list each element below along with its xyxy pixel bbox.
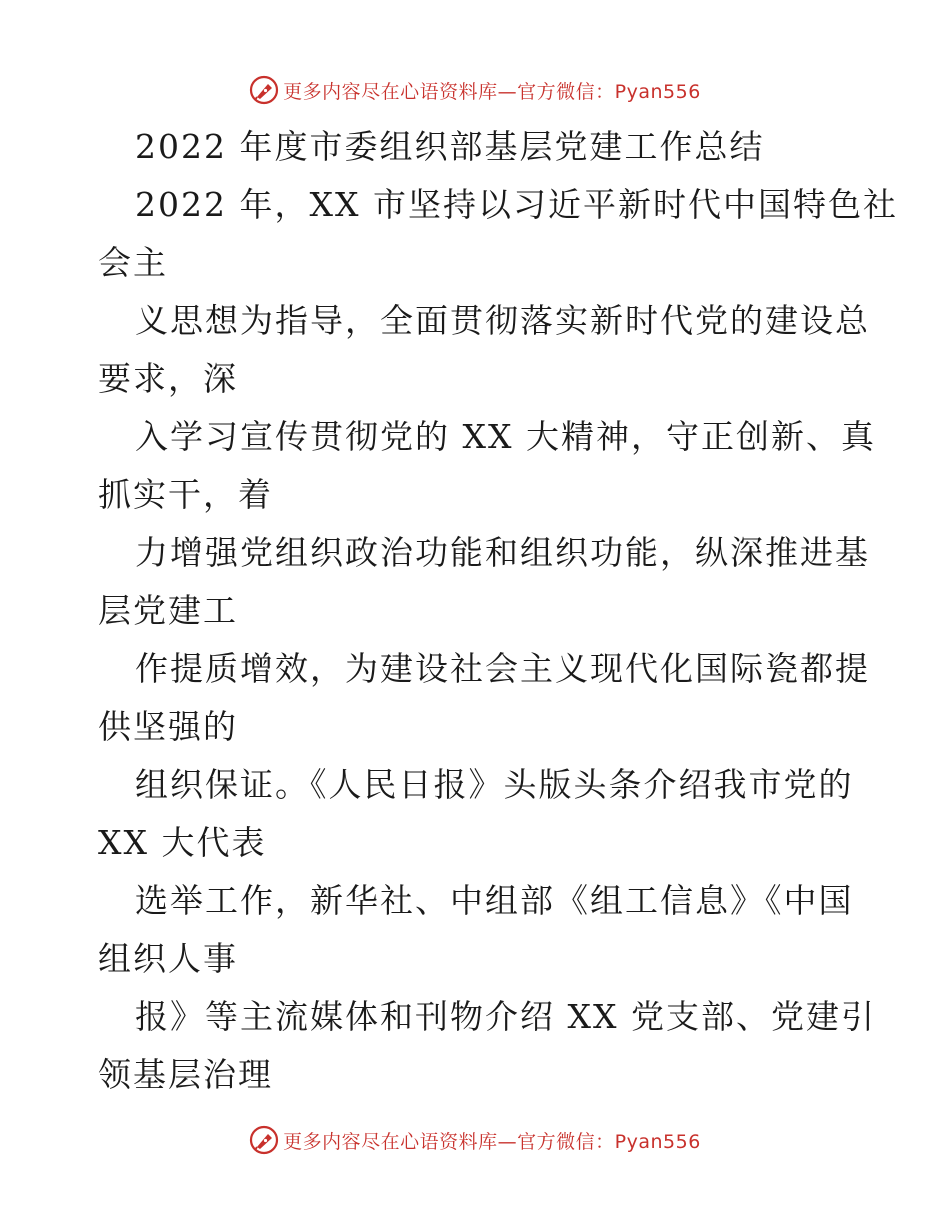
document-body <box>98 118 898 1104</box>
paragraph-line: 作提质增效，为建设社会主义现代化国际瓷都提 <box>135 649 870 688</box>
paragraph-line: 抓实干，着 <box>98 475 273 514</box>
document-title: 2022 年度市委组织部基层党建工作总结 <box>135 127 765 166</box>
paragraph-line: XX 大代表 <box>98 823 267 862</box>
paragraph-line: 选举工作，新华社、中组部《组工信息》《中国 <box>135 881 854 920</box>
paragraph-line: 组织保证。《人民日报》头版头条介绍我市党的 <box>135 765 854 804</box>
paragraph-line: 义思想为指导，全面贯彻落实新时代党的建设总 <box>135 301 870 340</box>
pen-nib-logo-icon <box>249 75 279 105</box>
watermark-text: 更多内容尽在心语资料库—官方微信：Pyan556 <box>283 1130 701 1153</box>
paragraph-line: 入学习宣传贯彻党的 XX 大精神，守正创新、真 <box>135 417 876 456</box>
header-watermark <box>249 75 701 105</box>
paragraph-line: 层党建工 <box>98 591 238 630</box>
paragraph-line: 报》等主流媒体和刊物介绍 XX 党支部、党建引 <box>135 997 876 1036</box>
paragraph-line: 领基层治理 <box>98 1055 273 1094</box>
paragraph-line: 力增强党组织政治功能和组织功能，纵深推进基 <box>135 533 870 572</box>
paragraph-line: 供坚强的 <box>98 707 238 746</box>
watermark-text: 更多内容尽在心语资料库—官方微信：Pyan556 <box>283 80 701 103</box>
paragraph-line: 会主 <box>98 243 168 282</box>
footer-watermark <box>249 1125 701 1155</box>
header-watermark-banner <box>0 70 950 110</box>
paragraph-line: 组织人事 <box>98 939 238 978</box>
paragraph-line: 2022 年，XX 市坚持以习近平新时代中国特色社 <box>135 185 898 224</box>
paragraph-line: 要求，深 <box>98 359 238 398</box>
footer-watermark-banner <box>0 1120 950 1160</box>
pen-nib-logo-icon <box>249 1125 279 1155</box>
